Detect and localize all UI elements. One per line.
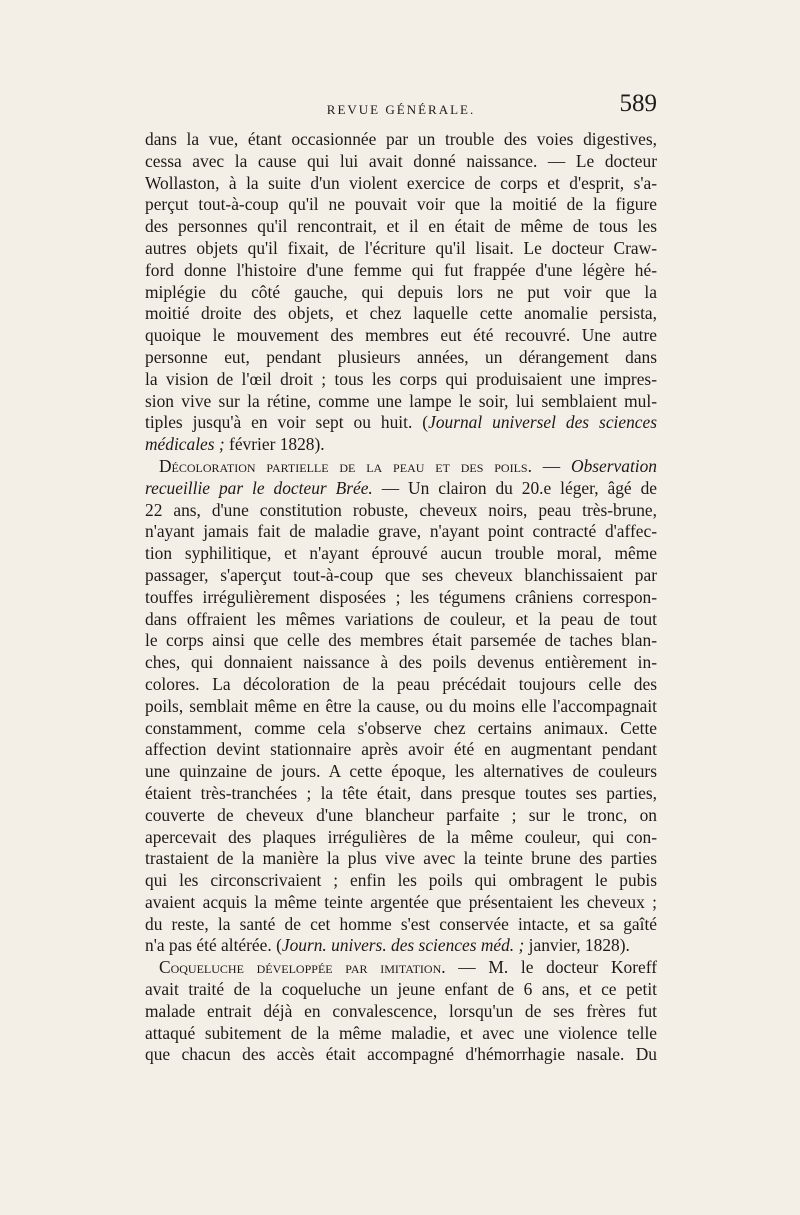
text-line: avait traité de la coqueluche un jeune enfant de 6 ans, et ce petit: [145, 979, 657, 1000]
text-line: attaqué subitement de la même maladie, et avec une violence telle: [145, 1022, 657, 1043]
body-text: [145, 129, 657, 1066]
text-line: 22 ans, d'une constitution robuste, cheveux noirs, peau très-brune,: [145, 499, 657, 520]
text-line: colores. La décoloration de la peau précédait toujours celle des: [145, 673, 657, 694]
italic-citation: Journal universel des sciences: [428, 412, 657, 433]
text-line: Coqueluche développée par imitation. — M. le docteur Koreff: [159, 957, 657, 978]
text-line: le corps ainsi que celle des membres était parsemée de taches blan-: [145, 630, 657, 651]
text-line: qui les circonscrivaient ; enfin les poils qui ombragent le pubis: [145, 870, 657, 891]
text-line: perçut tout-à-coup qu'il ne pouvait voir que la moitié de la figure: [145, 194, 657, 215]
text-line: dans offraient les mêmes variations de couleur, et la peau de tout: [145, 608, 657, 629]
text-line: Wollaston, à la suite d'un violent exercice de corps et d'esprit, s'a-: [145, 172, 657, 193]
text-line: cessa avec la cause qui lui avait donné naissance. — Le docteur: [145, 150, 657, 171]
section-heading: Décoloration partielle de la peau et des poils.: [159, 455, 532, 476]
running-title: REVUE GÉNÉRALE.: [326, 102, 476, 117]
text-line: tiples jusqu'à en voir sept ou huit. (Journal universel des sciences: [145, 412, 657, 433]
page-header: [145, 88, 657, 128]
text-line: affection devint stationnaire après avoir été en augmentant pendant: [145, 739, 657, 760]
italic-citation: Observation: [571, 455, 657, 476]
text-line: étaient très-tranchées ; la tête était, dans presque toutes ses parties,: [145, 782, 657, 803]
text-line: malade entrait déjà en convalescence, lorsqu'un de ses frères fut: [145, 1000, 657, 1021]
text-line: miplégie du côté gauche, qui depuis lors ne put voir que la: [145, 281, 657, 302]
text-line: n'a pas été altérée. (Journ. univers. des sciences méd. ; janvier, 1828).: [145, 935, 630, 956]
text-line: couverte de cheveux d'une blancheur parfaite ; sur le tronc, on: [145, 804, 657, 825]
text-line: une quinzaine de jours. A cette époque, les alternatives de couleurs: [145, 761, 657, 782]
text-line: quoique le mouvement des membres eut été recouvré. Une autre: [145, 325, 657, 346]
text-line: trastaient de la manière la plus vive avec la teinte brune des parties: [145, 848, 657, 869]
text-line: tion syphilitique, et n'ayant éprouvé aucun trouble moral, même: [145, 543, 657, 564]
text-line: ches, qui donnaient naissance à des poils devenus entièrement in-: [145, 652, 657, 673]
text-line: personne eut, pendant plusieurs années, un dérangement dans: [145, 346, 657, 367]
text-line: Décoloration partielle de la peau et des poils. — Observation: [159, 455, 657, 476]
text-line: la vision de l'œil droit ; tous les corps qui produisaient une impres-: [145, 368, 657, 389]
text-line: passager, s'aperçut tout-à-coup que ses cheveux blanchissaient par: [145, 564, 657, 585]
text-line: poils, semblait même en être la cause, ou du moins elle l'accompagnait: [145, 695, 657, 716]
text-line: constamment, comme cela s'observe chez certains animaux. Cette: [145, 717, 657, 738]
text-line: sion vive sur la rétine, comme une lampe le soir, lui semblaient mul-: [145, 390, 657, 411]
text-line: autres objets qu'il fixait, de l'écriture qu'il lisait. Le docteur Craw-: [145, 237, 657, 258]
italic-citation: médicales ;: [145, 434, 225, 455]
text-line: dans la vue, étant occasionnée par un trouble des voies digestives,: [145, 129, 657, 149]
page-number: 589: [619, 90, 657, 117]
section-heading: Coqueluche développée par imitation.: [159, 957, 446, 978]
text-line: des personnes qu'il rencontrait, et il en était de même de tous les: [145, 216, 657, 237]
text-line: du reste, la santé de cet homme s'est conservée intacte, et sa gaîté: [145, 913, 657, 934]
text-line: que chacun des accès était accompagné d'hémorrhagie nasale. Du: [145, 1044, 657, 1065]
text-line: ford donne l'histoire d'une femme qui fut frappée d'une légère hé-: [145, 259, 657, 280]
text-line: recueillie par le docteur Brée. — Un clairon du 20.e léger, âgé de: [145, 477, 657, 498]
text-line: touffes irrégulièrement disposées ; les tégumens crâniens correspon-: [145, 586, 657, 607]
text-line: n'ayant jamais fait de maladie grave, n'ayant point contracté d'affec-: [145, 521, 657, 542]
text-line: apercevait des plaques irrégulières de la même couleur, qui con-: [145, 826, 657, 847]
text-line: médicales ; février 1828).: [145, 434, 325, 455]
text-line: moitié droite des objets, et chez laquelle cette anomalie persista,: [145, 303, 657, 324]
text-line: avaient acquis la même teinte argentée que présentaient les cheveux ;: [145, 891, 657, 912]
italic-citation: recueillie par le docteur Brée.: [145, 477, 373, 498]
italic-citation: Journ. univers. des sciences méd. ;: [281, 935, 525, 956]
